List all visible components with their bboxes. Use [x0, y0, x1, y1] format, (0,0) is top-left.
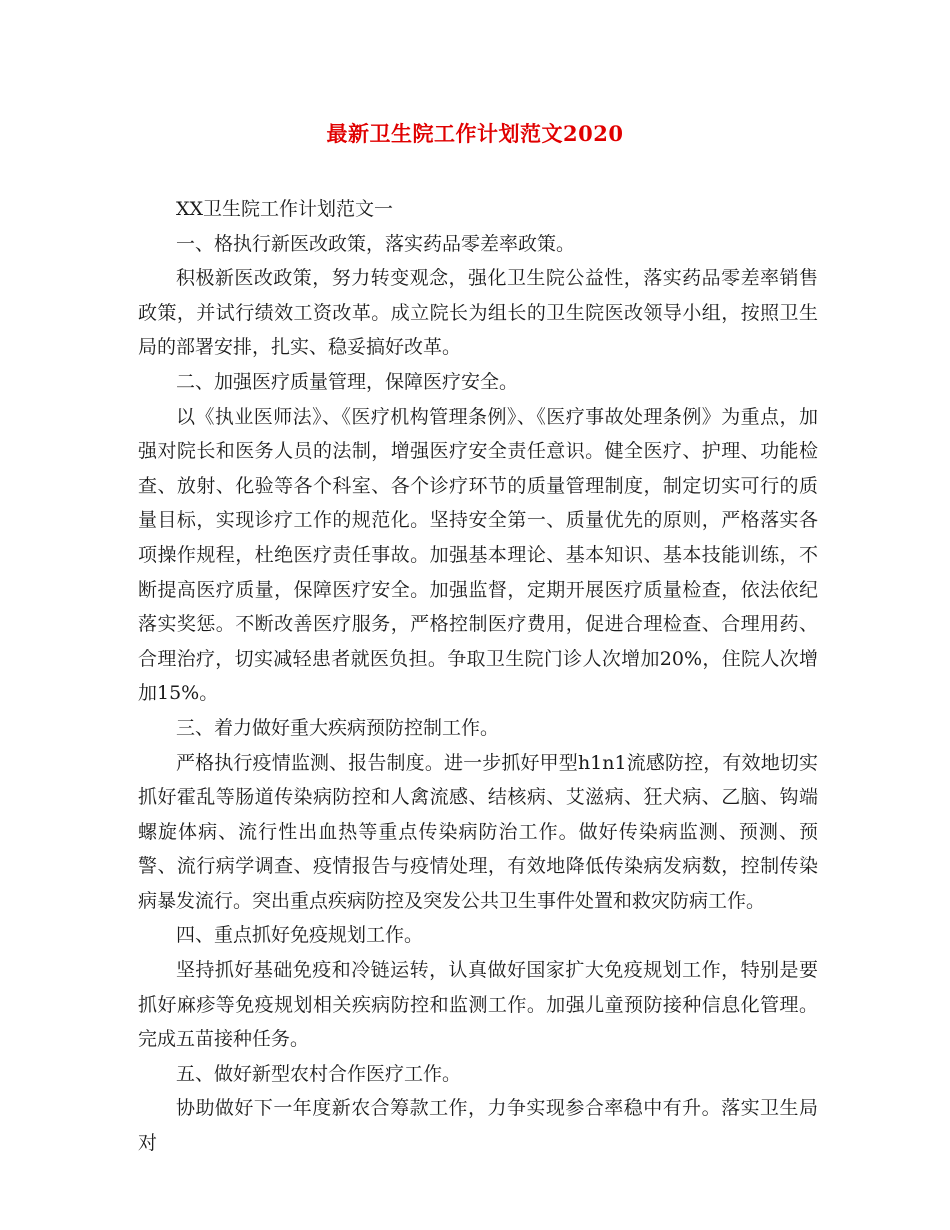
paragraph: 协助做好下一年度新农合筹款工作，力争实现参合率稳中有升。落实卫生局对	[138, 1097, 818, 1155]
paragraph: 五、做好新型农村合作医疗工作。	[176, 1062, 462, 1085]
document-body	[138, 192, 818, 1161]
paragraph: 三、着力做好重大疾病预防控制工作。	[176, 716, 500, 739]
paragraph: 一、格执行新医改政策，落实药品零差率政策。	[176, 232, 576, 255]
paragraph: 严格执行疫情监测、报告制度。进一步抓好甲型h1n1流感防控，有效地切实抓好霍乱等肠道传染病防控和人禽流感、结核病、艾滋病、狂犬病、乙脑、钩端螺旋体病、流行性出血热等重点传染病防治工作。做好传染病监测、预测、预警、流行病学调查、疫情报告与疫情处理，有效地降低传染病发病数，控制传染病暴发流行。突出重点疾病防控及突发公共卫生事件处置和救灾防病工作。	[138, 751, 818, 912]
paragraph: XX卫生院工作计划范文一	[176, 198, 394, 220]
paragraph: 坚持抓好基础免疫和冷链运转，认真做好国家扩大免疫规划工作，特别是要抓好麻疹等免疫规划相关疾病防控和监测工作。加强儿童预防接种信息化管理。完成五苗接种任务。	[138, 959, 818, 1051]
document-title: 最新卫生院工作计划范文2020	[326, 121, 624, 146]
paragraph: 二、加强医疗质量管理，保障医疗安全。	[176, 370, 519, 393]
paragraph: 积极新医改政策，努力转变观念，强化卫生院公益性，落实药品零差率销售政策，并试行绩效工资改革。成立院长为组长的卫生院医改领导小组，按照卫生局的部署安排，扎实、稳妥搞好改革。	[138, 267, 818, 359]
paragraph: 四、重点抓好免疫规划工作。	[176, 924, 424, 947]
paragraph: 以《执业医师法》、《医疗机构管理条例》、《医疗事故处理条例》为重点，加强对院长和医务人员的法制，增强医疗安全责任意识。健全医疗、护理、功能检查、放射、化验等各个科室、各个诊疗环节的质量管理制度，制定切实可行的质量目标，实现诊疗工作的规范化。坚持安全第一、质量优先的原则，严格落实各项操作规程，杜绝医疗责任事故。加强基本理论、基本知识、基本技能训练，不断提高医疗质量，保障医疗安全。加强监督，定期开展医疗质量检查，依法依纪落实奖惩。不断改善医疗服务，严格控制医疗费用，促进合理检查、合理用药、合理治疗，切实减轻患者就医负担。争取卫生院门诊人次增加20%，住院人次增加15%。	[138, 405, 818, 705]
